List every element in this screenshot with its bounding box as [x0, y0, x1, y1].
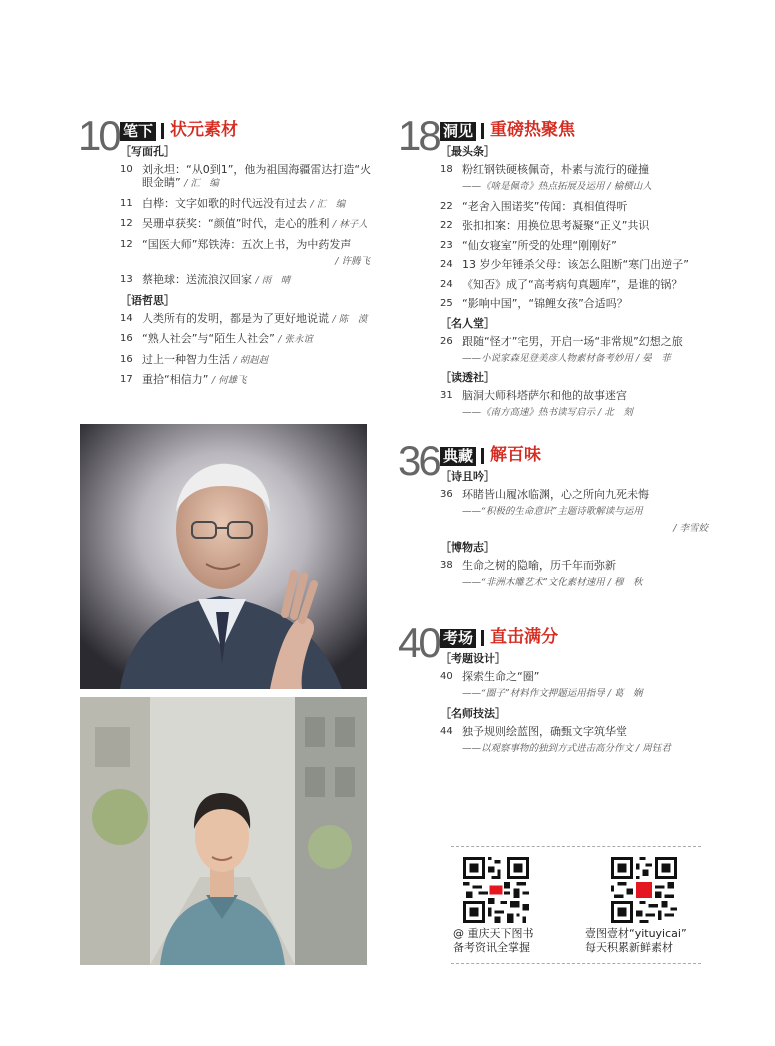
entry-author: / 张永谊 [278, 334, 314, 345]
page-number: 18 [440, 164, 453, 175]
toc-entry[interactable] [120, 353, 378, 367]
toc-entry[interactable] [440, 297, 708, 310]
toc-entry[interactable] [440, 239, 708, 252]
page-number: 40 [440, 671, 453, 682]
portrait-photo-young-man [80, 697, 367, 965]
qr-left-caption-line2: 备考资讯全掌握 [453, 941, 530, 954]
divider [481, 630, 484, 646]
toc-entry[interactable] [440, 200, 708, 213]
section-number: 18 [398, 112, 439, 159]
section-header [78, 112, 378, 164]
category-label: ［语哲思］ [120, 293, 175, 307]
toc-entry[interactable] [440, 389, 708, 402]
entry-subtitle: ——“非洲木雕艺术”文化素材速用 / 穆 秋 [462, 576, 643, 588]
category-label: ［考题设计］ [440, 652, 506, 665]
section-10 [78, 112, 378, 394]
entry-subtitle: ——小说家森见登美彦人物素材备考妙用 / 晏 菲 [462, 352, 671, 364]
entry-title: 张扣扣案：用换位思考凝聚“正义”共识 [462, 219, 650, 232]
entry-title: 刘永坦：“从0到1”，他为祖国海疆雷达打造“火 [142, 163, 372, 176]
section-header [398, 437, 708, 489]
entry-title: 生命之树的隐喻，历千年而弥新 [462, 558, 616, 572]
toc-entry[interactable] [120, 273, 378, 287]
page-number: 26 [440, 335, 453, 347]
page-number: 31 [440, 390, 453, 401]
page-number: 23 [440, 239, 453, 251]
toc-entry[interactable] [120, 332, 378, 346]
category-label: ［名人堂］ [440, 316, 495, 330]
section-number: 40 [398, 619, 439, 666]
page-number: 38 [440, 559, 453, 571]
toc-entry[interactable] [440, 725, 708, 738]
qr-code-left[interactable] [463, 857, 529, 923]
section-number: 10 [78, 112, 119, 159]
entry-title: “老舍入围诺奖”传闻：真相值得听 [462, 199, 628, 213]
toc-entry[interactable] [120, 373, 378, 387]
page-number: 44 [440, 725, 453, 737]
entry-title: “影响中国”，“锦鲤女孩”合适吗？ [462, 297, 628, 310]
entry-title: 白桦：文字如歌的时代远没有过去 [142, 196, 307, 210]
toc-entry[interactable] [440, 278, 708, 291]
page-number: 22 [440, 220, 453, 231]
portrait-photo-elderly-man [80, 424, 367, 689]
entry-title: 13 岁少年锤杀父母：该怎么阻断“寒门出逆子” [462, 258, 689, 271]
page-number: 22 [440, 200, 453, 212]
section-title: 重磅热聚焦 [490, 120, 575, 140]
entry-title: 粉红钢铁硬核佩奇，朴素与流行的碰撞 [462, 163, 649, 176]
divider [481, 123, 484, 139]
entry-title-cont: 眼金睛” [142, 176, 181, 189]
portrait-illustration [80, 697, 367, 965]
entry-author: / 汇 编 [184, 178, 219, 189]
category-label: ［写面孔］ [120, 145, 175, 158]
page-number: 14 [120, 312, 133, 324]
category-label: ［名师技法］ [440, 706, 506, 720]
qr-right-caption-line2: 每天积累新鲜素材 [585, 941, 673, 954]
page-number: 16 [120, 333, 133, 344]
entry-subtitle: ——“圈子”材料作文押题运用指导 / 葛 娴 [462, 688, 643, 699]
page-number: 12 [120, 238, 133, 250]
entry-title: 过上一种智力生活 [142, 352, 230, 366]
page-number: 16 [120, 353, 133, 365]
qr-code-right[interactable] [611, 857, 677, 923]
entry-author: / 雨 晴 [255, 275, 291, 286]
entry-title: “仙女寝室”所受的处理“刚刚好” [462, 238, 617, 252]
entry-author: / 汇 编 [310, 198, 346, 210]
entry-title: 蔡艳球：送流浪汉回家 [142, 273, 252, 286]
entry-title: 环睹皆山履冰临渊，心之所向九死未悔 [462, 488, 649, 501]
divider [161, 123, 164, 139]
toc-entry[interactable] [440, 219, 708, 232]
section-header [398, 619, 708, 671]
section-18 [398, 112, 708, 426]
section-header [398, 112, 708, 164]
section-36 [398, 437, 708, 595]
section-tag: 考场 [440, 629, 476, 648]
entry-author: / 陈 漠 [332, 313, 368, 325]
entry-author: / 何雄飞 [211, 375, 247, 386]
entry-author: / 胡赳赳 [233, 354, 269, 366]
toc-entry[interactable] [440, 335, 708, 348]
entry-title: 《知否》成了“高考病句真题库”，是谁的锅？ [462, 277, 683, 291]
entry-subtitle: ——以观察事物的独到方式进击高分作文 / 周钰君 [462, 742, 671, 754]
entry-author: / 李雪姣 [673, 523, 708, 534]
page-number: 24 [440, 259, 453, 270]
page-number: 11 [120, 197, 133, 209]
page-number: 24 [440, 278, 453, 290]
page-number: 13 [120, 274, 133, 285]
section-tag: 典藏 [440, 447, 476, 466]
page-number: 12 [120, 218, 133, 229]
toc-entry[interactable] [120, 238, 378, 251]
entry-title: 探索生命之“圈” [462, 670, 540, 683]
portrait-illustration [80, 424, 367, 689]
page-number: 10 [120, 164, 133, 175]
toc-entry[interactable] [120, 163, 378, 190]
toc-entry[interactable] [440, 488, 708, 501]
category-label: ［最头条］ [440, 145, 495, 158]
section-title: 解百味 [490, 445, 541, 465]
qr-right-caption-line1: 壹图壹材“yituyicai” [585, 927, 687, 940]
section-tag: 笔下 [120, 122, 156, 141]
toc-entry[interactable] [120, 217, 378, 231]
toc-entry[interactable] [120, 197, 378, 211]
entry-title: 重拾“相信力” [142, 373, 209, 386]
entry-subtitle: ——《啥是佩奇》热点拓展及运用 / 榆槚山人 [462, 181, 652, 192]
category-label: ［诗且吟］ [440, 470, 495, 483]
toc-entry[interactable] [440, 163, 708, 176]
page-number: 36 [440, 489, 453, 500]
entry-title: 人类所有的发明，都是为了更好地说谎 [142, 311, 329, 325]
entry-subtitle: ——“积极的生命意识”主题诗歌解读与运用 [462, 506, 643, 517]
toc-entry[interactable] [440, 670, 708, 683]
entry-title: “国医大师”郑铁涛：五次上书，为中药发声 [142, 237, 352, 251]
entry-title: “熟人社会”与“陌生人社会” [142, 332, 275, 345]
entry-title: 吴珊卓获奖：“颜值”时代，走心的胜利 [142, 217, 330, 230]
entry-subtitle: ——《南方高速》热书读写启示 / 北 刻 [462, 407, 633, 418]
page-number: 17 [120, 374, 133, 385]
entry-title: 跟随“怪才”宅男，开启一场“非常规”幻想之旅 [462, 334, 683, 348]
qr-left-caption-line1: @ 重庆天下图书 [453, 927, 534, 940]
entry-title: 脑洞大师科塔萨尔和他的故事迷宫 [462, 389, 627, 402]
section-title: 直击满分 [490, 627, 558, 647]
entry-title: 独予规则绘蓝图，确甄文字筑华堂 [462, 724, 627, 738]
divider [481, 448, 484, 464]
category-label: ［博物志］ [440, 540, 495, 554]
toc-entry[interactable] [440, 559, 708, 572]
toc-entry[interactable] [120, 312, 378, 326]
section-tag: 洞见 [440, 122, 476, 141]
qr-code-panel [451, 846, 701, 964]
entry-author: / 林子人 [332, 219, 368, 230]
entry-author: / 许腾飞 [335, 255, 370, 267]
category-label: ［读透社］ [440, 371, 495, 384]
section-number: 36 [398, 437, 439, 484]
toc-entry[interactable] [440, 258, 708, 271]
page-number: 25 [440, 298, 453, 309]
section-title: 状元素材 [170, 120, 238, 140]
section-40 [398, 619, 708, 761]
